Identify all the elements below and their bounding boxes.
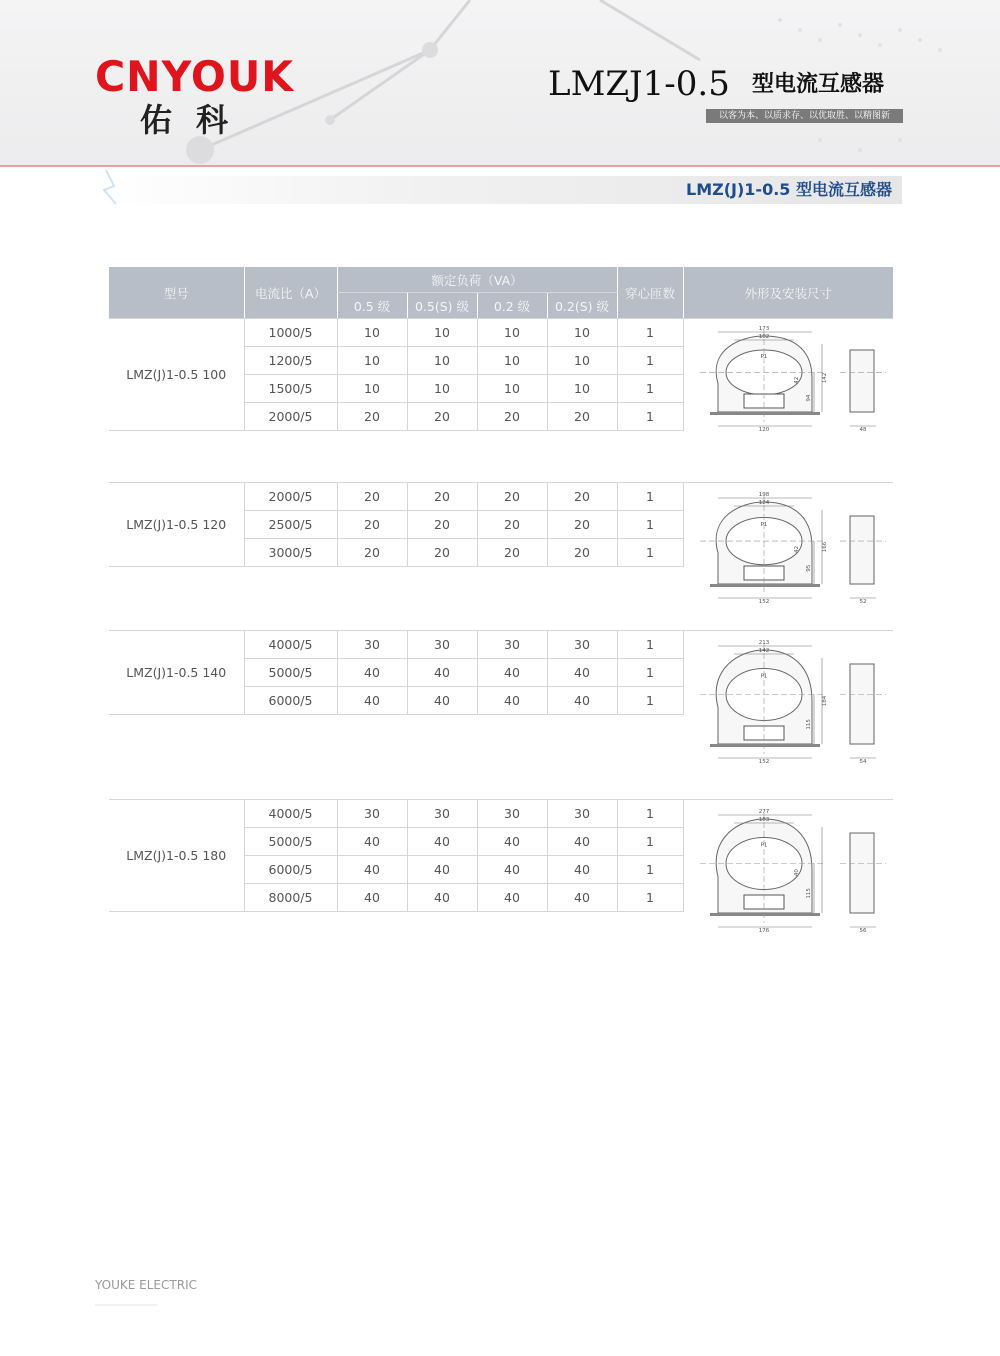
value-cell: 20	[477, 403, 547, 431]
value-cell: 40	[407, 828, 477, 856]
dimension-label: 42	[794, 376, 800, 384]
dimension-label: 213	[758, 640, 770, 646]
turns-cell: 1	[617, 856, 683, 884]
dimension-label: 124	[758, 500, 770, 506]
value-cell: 20	[407, 511, 477, 539]
value-cell: 30	[477, 800, 547, 828]
turns-cell: 1	[617, 375, 683, 403]
header-burden: 额定负荷（VA）	[337, 267, 617, 293]
value-cell: 20	[477, 511, 547, 539]
side-view	[850, 350, 874, 412]
brand-logo-en: CNYOUK	[95, 52, 295, 101]
value-cell: 30	[337, 800, 407, 828]
page-header	[0, 0, 1000, 165]
model-cell: LMZ(J)1-0.5 120	[109, 483, 244, 567]
value-cell: 10	[477, 375, 547, 403]
dimension-label: 95	[806, 564, 812, 572]
value-cell: 40	[477, 687, 547, 715]
outline-drawing	[700, 322, 890, 434]
side-view	[850, 516, 874, 584]
header-turns: 穿心匝数	[617, 267, 683, 319]
dimension-label: 120	[758, 427, 770, 433]
base-plate	[710, 412, 820, 415]
value-cell: 40	[337, 828, 407, 856]
value-cell: 20	[407, 403, 477, 431]
base-plate	[710, 744, 820, 747]
outline-drawing	[700, 805, 890, 935]
section-title: LMZ(J)1-0.5 型电流互感器	[686, 180, 892, 199]
ratio-cell: 4000/5	[244, 800, 337, 828]
value-cell: 20	[477, 539, 547, 567]
value-cell: 30	[547, 800, 617, 828]
value-cell: 40	[337, 884, 407, 912]
dimension-label: 152	[758, 599, 770, 605]
value-cell: 40	[407, 856, 477, 884]
value-cell: 40	[547, 687, 617, 715]
value-cell: 40	[547, 659, 617, 687]
dimension-label: 56	[859, 928, 867, 934]
value-cell: 10	[407, 347, 477, 375]
dimension-label: 115	[806, 719, 812, 730]
dimension-label: 52	[859, 599, 867, 605]
dimension-label: 152	[758, 759, 770, 765]
value-cell: 40	[337, 856, 407, 884]
turns-cell: 1	[617, 511, 683, 539]
value-cell: 40	[477, 828, 547, 856]
header-ratio: 电流比（A）	[244, 267, 337, 319]
value-cell: 20	[547, 403, 617, 431]
value-cell: 20	[407, 483, 477, 511]
value-cell: 40	[477, 884, 547, 912]
dimension-label: 184	[822, 695, 828, 707]
value-cell: 30	[547, 631, 617, 659]
value-cell: 10	[547, 319, 617, 347]
value-cell: 10	[337, 375, 407, 403]
value-cell: 10	[407, 319, 477, 347]
ratio-cell: 6000/5	[244, 856, 337, 884]
ratio-cell: 6000/5	[244, 687, 337, 715]
turns-cell: 1	[617, 539, 683, 567]
value-cell: 20	[547, 539, 617, 567]
turns-cell: 1	[617, 828, 683, 856]
dimension-label: 142	[758, 648, 770, 654]
turns-cell: 1	[617, 659, 683, 687]
header-class-05s: 0.5(S) 级	[407, 293, 477, 319]
company-slogan: 以客为本、以质求存、以优取胜、以精图新	[706, 109, 903, 123]
value-cell: 20	[337, 511, 407, 539]
turns-cell: 1	[617, 687, 683, 715]
model-cell: LMZ(J)1-0.5 100	[109, 319, 244, 431]
value-cell: 20	[337, 403, 407, 431]
header-class-02s: 0.2(S) 级	[547, 293, 617, 319]
lightning-icon	[100, 168, 130, 208]
footer-company: YOUKE ELECTRIC	[95, 1278, 197, 1292]
dimension-label: 142	[822, 372, 828, 384]
value-cell: 20	[337, 539, 407, 567]
terminal-label: P1	[760, 673, 768, 680]
header-divider	[0, 165, 1000, 167]
dimension-label: 94	[806, 394, 812, 402]
ratio-cell: 2500/5	[244, 511, 337, 539]
ratio-cell: 5000/5	[244, 659, 337, 687]
dimension-label: 198	[758, 492, 770, 498]
dimension-label: 173	[758, 326, 770, 332]
base-plate	[710, 913, 820, 916]
value-cell: 40	[547, 856, 617, 884]
ratio-cell: 1200/5	[244, 347, 337, 375]
value-cell: 10	[337, 347, 407, 375]
value-cell: 10	[407, 375, 477, 403]
value-cell: 40	[337, 687, 407, 715]
value-cell: 40	[477, 856, 547, 884]
ratio-cell: 2000/5	[244, 483, 337, 511]
dimension-label: 176	[758, 928, 770, 934]
base-plate	[710, 584, 820, 587]
turns-cell: 1	[617, 483, 683, 511]
turns-cell: 1	[617, 631, 683, 659]
ratio-cell: 2000/5	[244, 403, 337, 431]
value-cell: 30	[407, 631, 477, 659]
value-cell: 20	[547, 511, 617, 539]
value-cell: 30	[477, 631, 547, 659]
value-cell: 40	[337, 659, 407, 687]
page-title-model: LMZJ1-0.5	[548, 64, 730, 104]
footer-divider	[95, 1304, 157, 1306]
value-cell: 10	[337, 319, 407, 347]
value-cell: 40	[407, 687, 477, 715]
outline-drawing	[700, 488, 890, 606]
value-cell: 10	[547, 375, 617, 403]
value-cell: 20	[547, 483, 617, 511]
turns-cell: 1	[617, 403, 683, 431]
brand-logo-cn: 佑科	[140, 101, 253, 139]
value-cell: 10	[477, 319, 547, 347]
ratio-cell: 1000/5	[244, 319, 337, 347]
side-view	[850, 833, 874, 913]
value-cell: 20	[477, 483, 547, 511]
terminal-label: P1	[760, 353, 768, 360]
value-cell: 40	[407, 884, 477, 912]
value-cell: 40	[547, 884, 617, 912]
value-cell: 20	[407, 539, 477, 567]
side-view	[850, 664, 874, 744]
value-cell: 20	[337, 483, 407, 511]
value-cell: 40	[477, 659, 547, 687]
dimension-label: 115	[806, 888, 812, 899]
value-cell: 40	[407, 659, 477, 687]
terminal-label: P1	[760, 842, 768, 849]
header-model: 型号	[109, 267, 244, 319]
turns-cell: 1	[617, 347, 683, 375]
header-outline: 外形及安装尺寸	[683, 267, 893, 319]
value-cell: 10	[547, 347, 617, 375]
turns-cell: 1	[617, 800, 683, 828]
dimension-label: 183	[758, 817, 770, 823]
turns-cell: 1	[617, 319, 683, 347]
ratio-cell: 8000/5	[244, 884, 337, 912]
ratio-cell: 3000/5	[244, 539, 337, 567]
dimension-label: 40	[794, 869, 800, 877]
dimension-label: 48	[859, 427, 867, 433]
dimension-label: 102	[758, 334, 770, 340]
model-cell: LMZ(J)1-0.5 180	[109, 800, 244, 912]
value-cell: 30	[337, 631, 407, 659]
dimension-label: 54	[859, 759, 867, 765]
terminal-label: P1	[760, 521, 768, 528]
ratio-cell: 5000/5	[244, 828, 337, 856]
header-class-05: 0.5 级	[337, 293, 407, 319]
ratio-cell: 1500/5	[244, 375, 337, 403]
value-cell: 40	[547, 828, 617, 856]
value-cell: 10	[477, 347, 547, 375]
dimension-label: 42	[794, 545, 800, 553]
dimension-label: 166	[822, 541, 828, 553]
ratio-cell: 4000/5	[244, 631, 337, 659]
value-cell: 30	[407, 800, 477, 828]
dimension-label: 277	[758, 809, 770, 815]
turns-cell: 1	[617, 884, 683, 912]
page-title-cn: 型电流互感器	[752, 72, 885, 97]
model-cell: LMZ(J)1-0.5 140	[109, 631, 244, 715]
outline-drawing	[700, 636, 890, 766]
header-class-02: 0.2 级	[477, 293, 547, 319]
